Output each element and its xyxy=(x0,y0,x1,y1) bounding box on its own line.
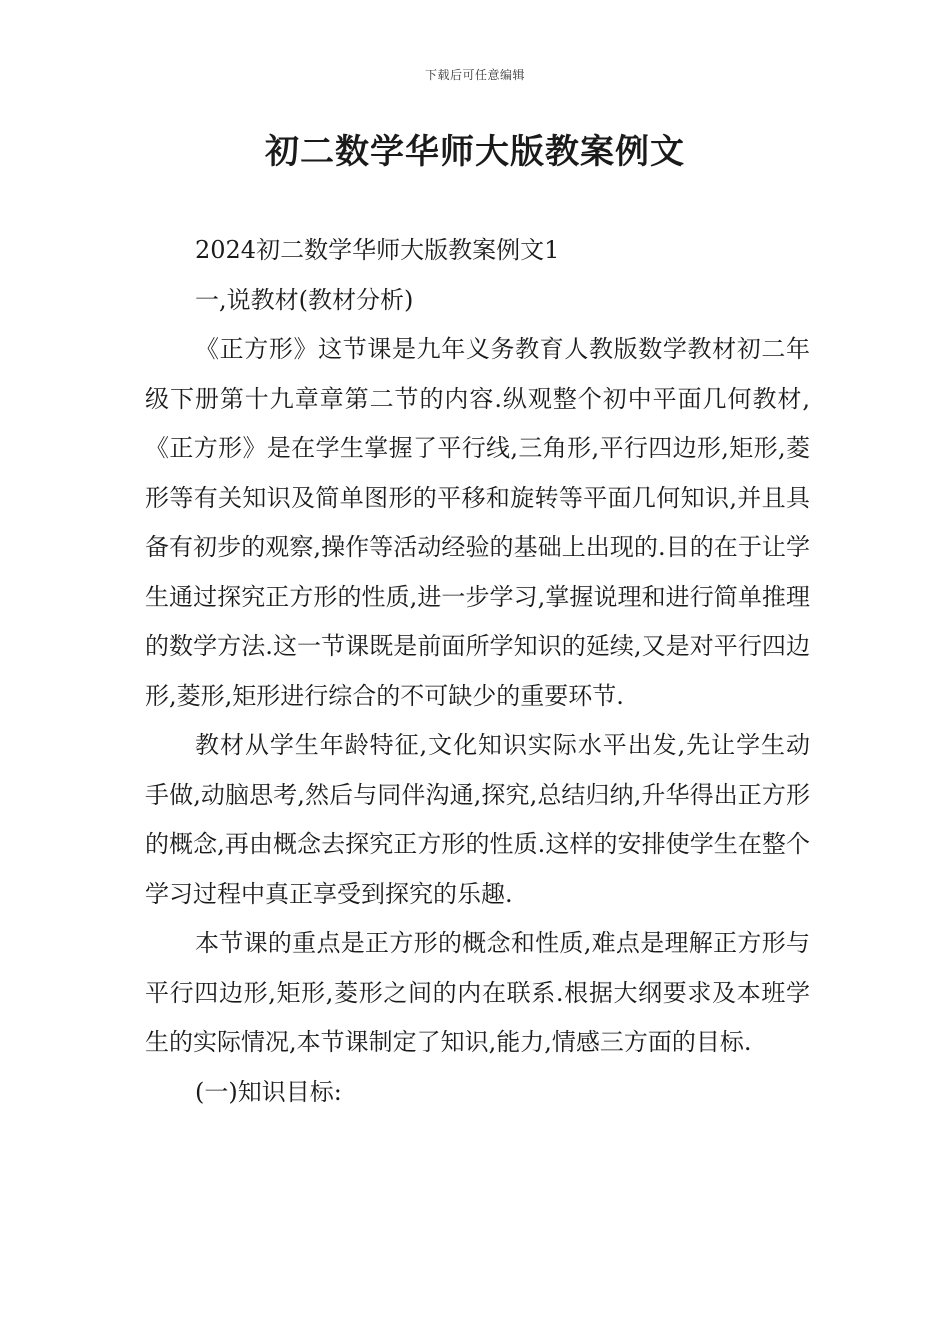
paragraph: 本节课的重点是正方形的概念和性质,难点是理解正方形与平行四边形,矩形,菱形之间的内在联系.根据大纲要求及本班学生的实际情况,本节课制定了知识,能力,情感三方面的目标. xyxy=(145,929,810,1056)
subtitle-line: 2024初二数学华师大版教案例文1 xyxy=(195,236,560,264)
section-heading: 一,说教材(教材分析) xyxy=(195,285,414,314)
paragraph: 《正方形》这节课是九年义务教育人教版数学教材初二年级下册第十九章章第二节的内容.纵观整个初中平面几何教材,《正方形》是在学生掌握了平行线,三角形,平行四边形,矩形,菱形等有关知识及简单图形的平移和旋转等平面几何知识,并且具备有初步的观察,操作等活动经验的基础上出现的.目的在于让学生通过探究正方形的性质,进一步学习,掌握说理和进行简单推理的数学方法.这一节课既是前面所学知识的延续,又是对平行四边形,菱形,矩形进行综合的不可缺少的重要环节. xyxy=(145,335,810,710)
document-body xyxy=(145,226,810,1117)
sub-heading: (一)知识目标: xyxy=(195,1077,342,1106)
paragraph: 教材从学生年龄特征,文化知识实际水平出发,先让学生动手做,动脑思考,然后与同伴沟通,探究,总结归纳,升华得出正方形的概念,再由概念去探究正方形的性质.这样的安排使学生在整个学习过程中真正享受到探究的乐趣. xyxy=(145,731,810,908)
header-note: 下载后可任意编辑 xyxy=(424,68,525,82)
document-title: 初二数学华师大版教案例文 xyxy=(265,132,685,172)
